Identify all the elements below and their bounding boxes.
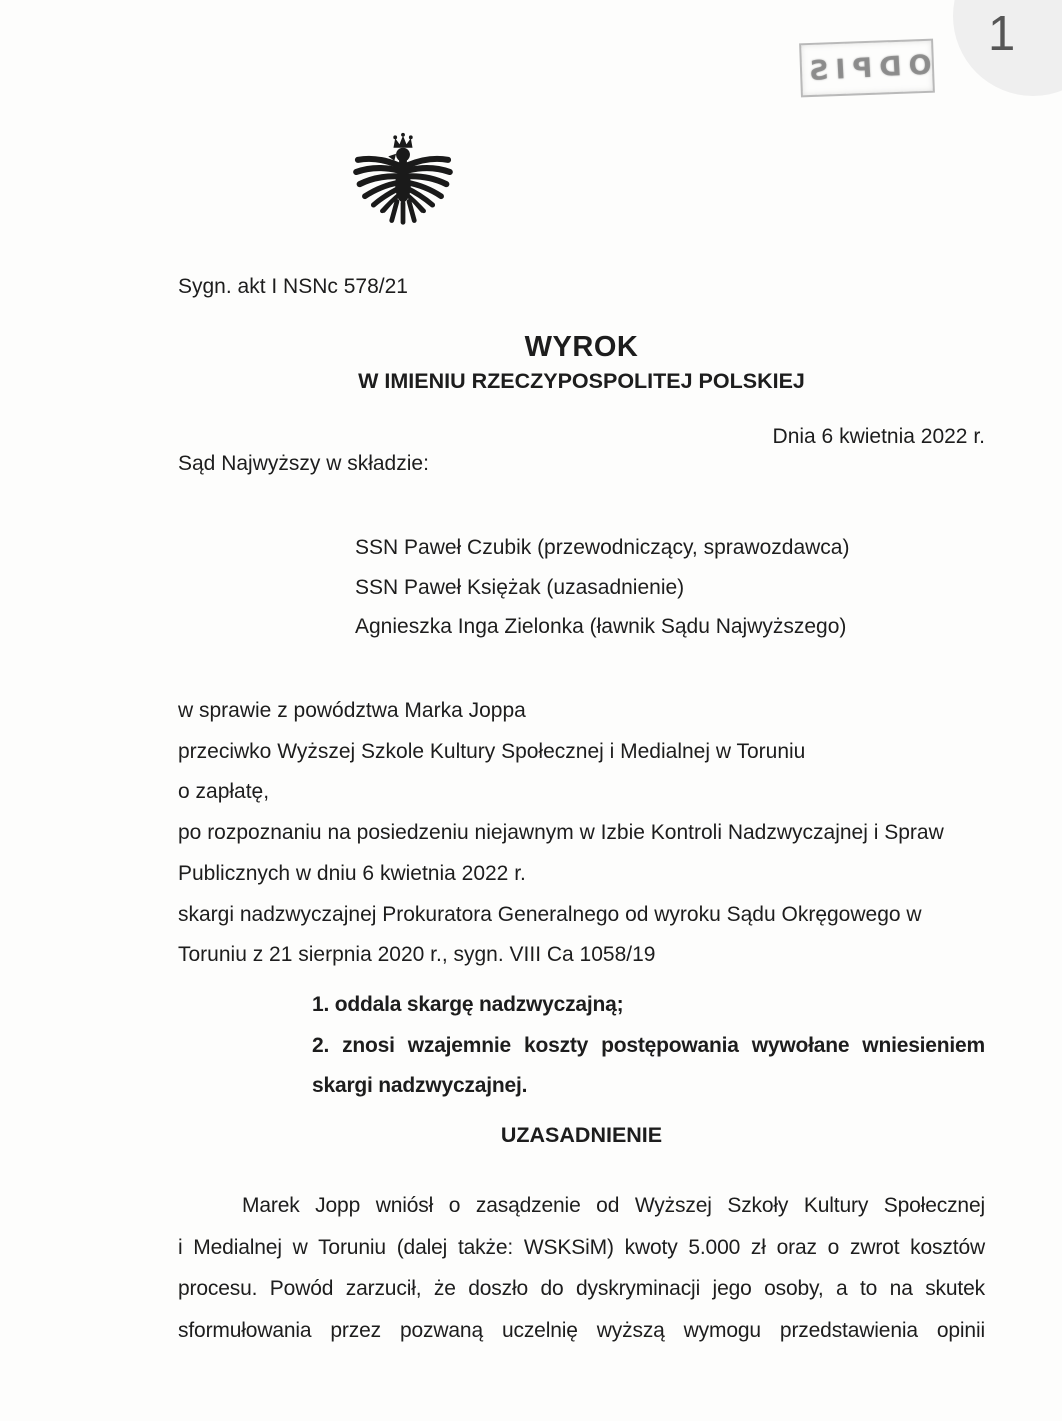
justification-paragraph xyxy=(178,1185,985,1351)
justification-line: procesu. Powód zarzucił, że doszło do dyskryminacji jego osoby, a to na skutek xyxy=(178,1277,985,1300)
case-description-line: Publicznych w dniu 6 kwietnia 2022 r. xyxy=(178,861,526,885)
case-description-line: po rozpoznaniu na posiedzeniu niejawnym w Izbie Kontroli Nadzwyczajnej i Spraw xyxy=(178,821,944,845)
judge-line: Agnieszka Inga Zielonka (ławnik Sądu Najwyższego) xyxy=(355,615,847,638)
case-number: Sygn. akt I NSNc 578/21 xyxy=(178,275,408,298)
judgment-title: WYROK xyxy=(524,331,639,363)
ruling-point-1: 1. oddala skargę nadzwyczajną; xyxy=(312,993,624,1016)
case-description-line: skargi nadzwyczajnej Prokuratora Generalnego od wyroku Sądu Okręgowego w xyxy=(178,902,922,926)
odpis-stamp-text: ODPIS xyxy=(801,49,933,87)
judgment-subtitle: W IMIENIU RZECZYPOSPOLITEJ POLSKIEJ xyxy=(358,369,805,393)
court-composition-intro: Sąd Najwyższy w składzie: xyxy=(178,452,429,475)
justification-line: Marek Jopp wniósł o zasądzenie od Wyższej Szkoły Kultury Społecznej xyxy=(242,1194,985,1217)
case-description-line: przeciwko Wyższej Szkole Kultury Społecznej i Medialnej w Toruniu xyxy=(178,739,806,763)
polish-eagle-coat-of-arms-icon xyxy=(351,129,455,241)
ruling-point-2-cont: skargi nadzwyczajnej. xyxy=(312,1074,528,1098)
justification-line: sformułowania przez pozwaną uczelnię wyższą wymogu przedstawienia opinii xyxy=(178,1318,985,1342)
odpis-stamp xyxy=(799,39,935,98)
ruling xyxy=(312,985,985,1107)
case-description-line: Toruniu z 21 sierpnia 2020 r., sygn. VIII Ca 1058/19 xyxy=(178,943,656,967)
justification-line: i Medialnej w Toruniu (dalej także: WSKSiM) kwoty 5.000 zł oraz o zwrot kosztów xyxy=(178,1235,985,1259)
page-number: 1 xyxy=(988,7,1016,61)
case-description xyxy=(178,691,985,976)
judgment-date: Dnia 6 kwietnia 2022 r. xyxy=(772,425,985,448)
judge-line: SSN Paweł Księżak (uzasadnienie) xyxy=(355,575,685,599)
case-description-line: o zapłatę, xyxy=(178,780,270,804)
ruling-point-2: 2. znosi wzajemnie koszty postępowania wywołane wniesieniem xyxy=(312,1033,985,1057)
judge-line: SSN Paweł Czubik (przewodniczący, sprawozdawca) xyxy=(355,536,850,559)
case-description-line: w sprawie z powództwa Marka Joppa xyxy=(178,699,526,722)
justification-heading: UZASADNIENIE xyxy=(500,1123,663,1147)
judges-list xyxy=(355,528,985,647)
